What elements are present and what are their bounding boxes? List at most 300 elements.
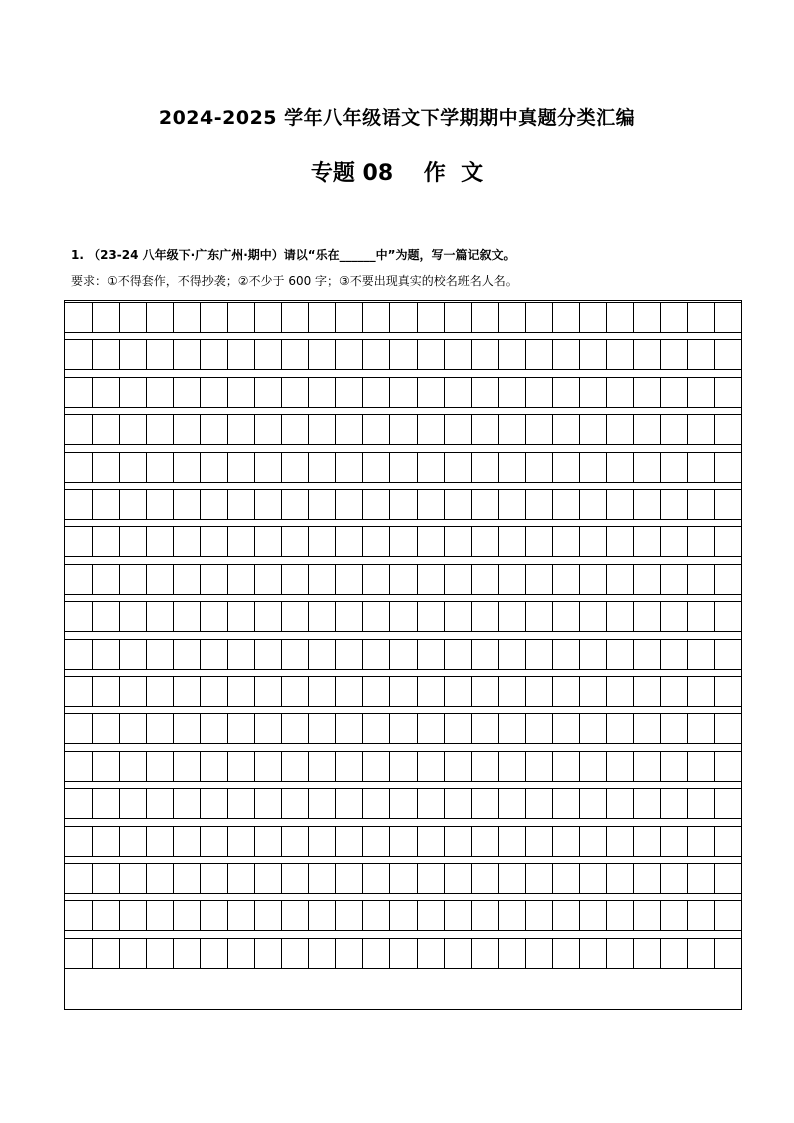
grid-cell[interactable] bbox=[227, 378, 254, 407]
grid-cell[interactable] bbox=[362, 640, 389, 669]
grid-cell[interactable] bbox=[200, 864, 227, 893]
grid-cell[interactable] bbox=[362, 415, 389, 444]
grid-cell[interactable] bbox=[606, 378, 633, 407]
grid-cell[interactable] bbox=[281, 378, 308, 407]
grid-cell[interactable] bbox=[92, 827, 119, 856]
grid-cell[interactable] bbox=[525, 752, 552, 781]
grid-cell[interactable] bbox=[254, 415, 281, 444]
grid-cell[interactable] bbox=[552, 714, 579, 743]
grid-cell[interactable] bbox=[362, 602, 389, 631]
grid-cell[interactable] bbox=[579, 640, 606, 669]
grid-cell[interactable] bbox=[227, 490, 254, 519]
grid-cell[interactable] bbox=[687, 453, 714, 482]
grid-cell[interactable] bbox=[579, 827, 606, 856]
grid-cell[interactable] bbox=[173, 901, 200, 930]
grid-cell[interactable] bbox=[173, 752, 200, 781]
grid-cell[interactable] bbox=[389, 714, 416, 743]
grid-cell[interactable] bbox=[254, 789, 281, 818]
grid-cell[interactable] bbox=[200, 565, 227, 594]
grid-cell[interactable] bbox=[308, 415, 335, 444]
grid-cell[interactable] bbox=[281, 901, 308, 930]
grid-cell[interactable] bbox=[525, 714, 552, 743]
grid-cell[interactable] bbox=[200, 490, 227, 519]
grid-cell[interactable] bbox=[335, 789, 362, 818]
grid-cell[interactable] bbox=[417, 789, 444, 818]
grid-cell[interactable] bbox=[119, 714, 146, 743]
grid-cell[interactable] bbox=[200, 901, 227, 930]
grid-cell[interactable] bbox=[254, 677, 281, 706]
grid-cell[interactable] bbox=[633, 901, 660, 930]
grid-cell[interactable] bbox=[119, 340, 146, 369]
grid-cell[interactable] bbox=[254, 527, 281, 556]
grid-cell[interactable] bbox=[119, 415, 146, 444]
grid-cell[interactable] bbox=[471, 827, 498, 856]
grid-cell[interactable] bbox=[417, 864, 444, 893]
grid-cell[interactable] bbox=[687, 490, 714, 519]
grid-cell[interactable] bbox=[227, 640, 254, 669]
grid-cell[interactable] bbox=[471, 677, 498, 706]
grid-cell[interactable] bbox=[417, 415, 444, 444]
grid-cell[interactable] bbox=[714, 864, 741, 893]
grid-cell[interactable] bbox=[687, 827, 714, 856]
grid-cell[interactable] bbox=[660, 827, 687, 856]
grid-cell[interactable] bbox=[173, 827, 200, 856]
grid-cell[interactable] bbox=[714, 565, 741, 594]
grid-cell[interactable] bbox=[687, 527, 714, 556]
grid-cell[interactable] bbox=[417, 303, 444, 332]
grid-cell[interactable] bbox=[687, 939, 714, 968]
grid-cell[interactable] bbox=[444, 303, 471, 332]
grid-cell[interactable] bbox=[173, 303, 200, 332]
grid-cell[interactable] bbox=[200, 677, 227, 706]
grid-cell[interactable] bbox=[362, 340, 389, 369]
grid-cell[interactable] bbox=[227, 864, 254, 893]
grid-cell[interactable] bbox=[362, 827, 389, 856]
grid-cell[interactable] bbox=[227, 340, 254, 369]
grid-cell[interactable] bbox=[335, 939, 362, 968]
grid-cell[interactable] bbox=[308, 901, 335, 930]
grid-cell[interactable] bbox=[606, 714, 633, 743]
grid-cell[interactable] bbox=[579, 527, 606, 556]
grid-cell[interactable] bbox=[660, 453, 687, 482]
grid-cell[interactable] bbox=[579, 378, 606, 407]
grid-cell[interactable] bbox=[714, 527, 741, 556]
grid-cell[interactable] bbox=[254, 340, 281, 369]
grid-cell[interactable] bbox=[687, 677, 714, 706]
grid-cell[interactable] bbox=[146, 640, 173, 669]
grid-cell[interactable] bbox=[444, 602, 471, 631]
grid-cell[interactable] bbox=[552, 378, 579, 407]
grid-cell[interactable] bbox=[498, 752, 525, 781]
grid-cell[interactable] bbox=[471, 340, 498, 369]
grid-cell[interactable] bbox=[471, 565, 498, 594]
grid-cell[interactable] bbox=[200, 340, 227, 369]
grid-cell[interactable] bbox=[92, 340, 119, 369]
grid-cell[interactable] bbox=[471, 714, 498, 743]
grid-cell[interactable] bbox=[254, 714, 281, 743]
grid-cell[interactable] bbox=[227, 901, 254, 930]
grid-cell[interactable] bbox=[471, 939, 498, 968]
grid-cell[interactable] bbox=[389, 602, 416, 631]
grid-cell[interactable] bbox=[633, 340, 660, 369]
grid-cell[interactable] bbox=[660, 303, 687, 332]
grid-cell[interactable] bbox=[552, 901, 579, 930]
grid-cell[interactable] bbox=[389, 453, 416, 482]
grid-cell[interactable] bbox=[227, 602, 254, 631]
grid-cell[interactable] bbox=[579, 789, 606, 818]
grid-cell[interactable] bbox=[173, 677, 200, 706]
grid-cell[interactable] bbox=[660, 752, 687, 781]
grid-cell[interactable] bbox=[119, 640, 146, 669]
grid-cell[interactable] bbox=[444, 864, 471, 893]
grid-cell[interactable] bbox=[525, 303, 552, 332]
grid-cell[interactable] bbox=[606, 677, 633, 706]
grid-cell[interactable] bbox=[335, 565, 362, 594]
grid-cell[interactable] bbox=[146, 415, 173, 444]
grid-cell[interactable] bbox=[714, 453, 741, 482]
grid-cell[interactable] bbox=[335, 864, 362, 893]
grid-cell[interactable] bbox=[227, 303, 254, 332]
grid-cell[interactable] bbox=[552, 789, 579, 818]
grid-cell[interactable] bbox=[714, 303, 741, 332]
grid-cell[interactable] bbox=[119, 527, 146, 556]
grid-cell[interactable] bbox=[227, 752, 254, 781]
grid-cell[interactable] bbox=[389, 752, 416, 781]
grid-cell[interactable] bbox=[308, 303, 335, 332]
grid-cell[interactable] bbox=[173, 939, 200, 968]
grid-cell[interactable] bbox=[660, 602, 687, 631]
grid-cell[interactable] bbox=[119, 864, 146, 893]
grid-cell[interactable] bbox=[92, 789, 119, 818]
grid-cell[interactable] bbox=[606, 565, 633, 594]
grid-cell[interactable] bbox=[362, 864, 389, 893]
grid-cell[interactable] bbox=[525, 340, 552, 369]
grid-cell[interactable] bbox=[660, 939, 687, 968]
grid-cell[interactable] bbox=[687, 752, 714, 781]
grid-cell[interactable] bbox=[308, 640, 335, 669]
grid-cell[interactable] bbox=[471, 490, 498, 519]
grid-cell[interactable] bbox=[498, 415, 525, 444]
grid-cell[interactable] bbox=[119, 490, 146, 519]
grid-cell[interactable] bbox=[552, 415, 579, 444]
grid-cell[interactable] bbox=[227, 527, 254, 556]
grid-cell[interactable] bbox=[146, 340, 173, 369]
grid-cell[interactable] bbox=[606, 453, 633, 482]
grid-cell[interactable] bbox=[633, 714, 660, 743]
grid-cell[interactable] bbox=[552, 677, 579, 706]
grid-cell[interactable] bbox=[714, 827, 741, 856]
grid-cell[interactable] bbox=[606, 602, 633, 631]
grid-cell[interactable] bbox=[335, 378, 362, 407]
grid-cell[interactable] bbox=[714, 640, 741, 669]
grid-cell[interactable] bbox=[254, 303, 281, 332]
grid-cell[interactable] bbox=[281, 453, 308, 482]
grid-cell[interactable] bbox=[606, 340, 633, 369]
grid-cell[interactable] bbox=[714, 752, 741, 781]
grid-cell[interactable] bbox=[552, 340, 579, 369]
grid-cell[interactable] bbox=[119, 453, 146, 482]
grid-cell[interactable] bbox=[308, 340, 335, 369]
grid-cell[interactable] bbox=[227, 565, 254, 594]
grid-cell[interactable] bbox=[146, 490, 173, 519]
grid-cell[interactable] bbox=[606, 415, 633, 444]
grid-cell[interactable] bbox=[200, 752, 227, 781]
grid-cell[interactable] bbox=[92, 714, 119, 743]
grid-cell[interactable] bbox=[417, 640, 444, 669]
grid-cell[interactable] bbox=[633, 752, 660, 781]
grid-cell[interactable] bbox=[417, 602, 444, 631]
grid-cell[interactable] bbox=[200, 714, 227, 743]
grid-cell[interactable] bbox=[92, 490, 119, 519]
grid-cell[interactable] bbox=[552, 864, 579, 893]
grid-cell[interactable] bbox=[389, 789, 416, 818]
grid-cell[interactable] bbox=[417, 939, 444, 968]
grid-cell[interactable] bbox=[254, 453, 281, 482]
grid-cell[interactable] bbox=[633, 640, 660, 669]
grid-cell[interactable] bbox=[471, 602, 498, 631]
grid-cell[interactable] bbox=[633, 864, 660, 893]
grid-cell[interactable] bbox=[579, 939, 606, 968]
grid-cell[interactable] bbox=[254, 378, 281, 407]
grid-cell[interactable] bbox=[173, 640, 200, 669]
grid-cell[interactable] bbox=[281, 714, 308, 743]
grid-cell[interactable] bbox=[308, 677, 335, 706]
grid-cell[interactable] bbox=[552, 602, 579, 631]
grid-cell[interactable] bbox=[254, 864, 281, 893]
grid-cell[interactable] bbox=[362, 565, 389, 594]
grid-cell[interactable] bbox=[335, 901, 362, 930]
grid-cell[interactable] bbox=[92, 752, 119, 781]
grid-cell[interactable] bbox=[200, 789, 227, 818]
grid-cell[interactable] bbox=[227, 789, 254, 818]
grid-cell[interactable] bbox=[660, 490, 687, 519]
grid-cell[interactable] bbox=[227, 714, 254, 743]
grid-cell[interactable] bbox=[389, 827, 416, 856]
grid-cell[interactable] bbox=[660, 864, 687, 893]
grid-cell[interactable] bbox=[633, 827, 660, 856]
grid-cell[interactable] bbox=[227, 453, 254, 482]
grid-cell[interactable] bbox=[173, 527, 200, 556]
grid-cell[interactable] bbox=[308, 490, 335, 519]
grid-cell[interactable] bbox=[633, 378, 660, 407]
grid-cell[interactable] bbox=[362, 490, 389, 519]
grid-cell[interactable] bbox=[552, 527, 579, 556]
grid-cell[interactable] bbox=[579, 490, 606, 519]
grid-cell[interactable] bbox=[308, 453, 335, 482]
grid-cell[interactable] bbox=[119, 827, 146, 856]
grid-cell[interactable] bbox=[498, 901, 525, 930]
grid-cell[interactable] bbox=[173, 714, 200, 743]
grid-cell[interactable] bbox=[525, 602, 552, 631]
grid-cell[interactable] bbox=[281, 340, 308, 369]
grid-cell[interactable] bbox=[119, 901, 146, 930]
grid-cell[interactable] bbox=[417, 752, 444, 781]
grid-cell[interactable] bbox=[362, 939, 389, 968]
grid-cell[interactable] bbox=[660, 340, 687, 369]
grid-cell[interactable] bbox=[92, 453, 119, 482]
grid-cell[interactable] bbox=[687, 303, 714, 332]
grid-cell[interactable] bbox=[254, 939, 281, 968]
grid-cell[interactable] bbox=[660, 565, 687, 594]
grid-cell[interactable] bbox=[633, 415, 660, 444]
grid-cell[interactable] bbox=[444, 827, 471, 856]
grid-cell[interactable] bbox=[606, 827, 633, 856]
grid-cell[interactable] bbox=[92, 303, 119, 332]
grid-cell[interactable] bbox=[714, 901, 741, 930]
grid-cell[interactable] bbox=[281, 303, 308, 332]
grid-cell[interactable] bbox=[498, 602, 525, 631]
grid-cell[interactable] bbox=[606, 527, 633, 556]
grid-cell[interactable] bbox=[444, 901, 471, 930]
grid-cell[interactable] bbox=[173, 378, 200, 407]
grid-cell[interactable] bbox=[389, 565, 416, 594]
grid-cell[interactable] bbox=[687, 640, 714, 669]
grid-cell[interactable] bbox=[308, 602, 335, 631]
grid-cell[interactable] bbox=[173, 565, 200, 594]
grid-cell[interactable] bbox=[714, 714, 741, 743]
grid-cell[interactable] bbox=[389, 340, 416, 369]
grid-cell[interactable] bbox=[498, 527, 525, 556]
grid-cell[interactable] bbox=[444, 378, 471, 407]
grid-cell[interactable] bbox=[200, 453, 227, 482]
grid-cell[interactable] bbox=[281, 864, 308, 893]
grid-cell[interactable] bbox=[173, 864, 200, 893]
grid-cell[interactable] bbox=[498, 378, 525, 407]
grid-cell[interactable] bbox=[146, 602, 173, 631]
grid-cell[interactable] bbox=[633, 453, 660, 482]
grid-cell[interactable] bbox=[200, 827, 227, 856]
grid-cell[interactable] bbox=[417, 527, 444, 556]
grid-cell[interactable] bbox=[308, 789, 335, 818]
grid-cell[interactable] bbox=[281, 752, 308, 781]
grid-cell[interactable] bbox=[200, 303, 227, 332]
grid-cell[interactable] bbox=[471, 415, 498, 444]
grid-cell[interactable] bbox=[389, 640, 416, 669]
grid-cell[interactable] bbox=[444, 565, 471, 594]
grid-cell[interactable] bbox=[633, 490, 660, 519]
grid-cell[interactable] bbox=[417, 378, 444, 407]
grid-cell[interactable] bbox=[173, 453, 200, 482]
grid-cell[interactable] bbox=[362, 303, 389, 332]
grid-cell[interactable] bbox=[389, 303, 416, 332]
grid-cell[interactable] bbox=[92, 415, 119, 444]
grid-cell[interactable] bbox=[146, 565, 173, 594]
grid-cell[interactable] bbox=[498, 714, 525, 743]
grid-cell[interactable] bbox=[146, 752, 173, 781]
grid-cell[interactable] bbox=[444, 340, 471, 369]
grid-cell[interactable] bbox=[660, 527, 687, 556]
grid-cell[interactable] bbox=[687, 415, 714, 444]
grid-cell[interactable] bbox=[714, 378, 741, 407]
grid-cell[interactable] bbox=[525, 640, 552, 669]
grid-cell[interactable] bbox=[687, 602, 714, 631]
grid-cell[interactable] bbox=[633, 677, 660, 706]
grid-cell[interactable] bbox=[146, 677, 173, 706]
grid-cell[interactable] bbox=[254, 640, 281, 669]
grid-cell[interactable] bbox=[254, 827, 281, 856]
grid-cell[interactable] bbox=[389, 677, 416, 706]
grid-cell[interactable] bbox=[714, 415, 741, 444]
grid-cell[interactable] bbox=[579, 453, 606, 482]
grid-cell[interactable] bbox=[335, 752, 362, 781]
grid-cell[interactable] bbox=[498, 303, 525, 332]
grid-cell[interactable] bbox=[525, 827, 552, 856]
grid-cell[interactable] bbox=[525, 864, 552, 893]
grid-cell[interactable] bbox=[606, 939, 633, 968]
grid-cell[interactable] bbox=[146, 378, 173, 407]
grid-cell[interactable] bbox=[444, 490, 471, 519]
grid-cell[interactable] bbox=[92, 640, 119, 669]
grid-cell[interactable] bbox=[471, 303, 498, 332]
grid-cell[interactable] bbox=[335, 640, 362, 669]
grid-cell[interactable] bbox=[362, 901, 389, 930]
grid-cell[interactable] bbox=[254, 565, 281, 594]
grid-cell[interactable] bbox=[471, 752, 498, 781]
grid-cell[interactable] bbox=[362, 453, 389, 482]
grid-cell[interactable] bbox=[146, 303, 173, 332]
grid-cell[interactable] bbox=[606, 490, 633, 519]
grid-cell[interactable] bbox=[579, 864, 606, 893]
grid-cell[interactable] bbox=[227, 939, 254, 968]
grid-cell[interactable] bbox=[281, 677, 308, 706]
grid-cell[interactable] bbox=[389, 864, 416, 893]
grid-cell[interactable] bbox=[281, 939, 308, 968]
grid-cell[interactable] bbox=[525, 527, 552, 556]
grid-cell[interactable] bbox=[471, 527, 498, 556]
grid-cell[interactable] bbox=[552, 490, 579, 519]
grid-cell[interactable] bbox=[687, 565, 714, 594]
grid-cell[interactable] bbox=[119, 378, 146, 407]
grid-cell[interactable] bbox=[308, 378, 335, 407]
grid-cell[interactable] bbox=[92, 901, 119, 930]
grid-cell[interactable] bbox=[335, 827, 362, 856]
grid-cell[interactable] bbox=[200, 640, 227, 669]
grid-cell[interactable] bbox=[714, 602, 741, 631]
grid-cell[interactable] bbox=[498, 340, 525, 369]
grid-cell[interactable] bbox=[389, 490, 416, 519]
grid-cell[interactable] bbox=[417, 677, 444, 706]
grid-cell[interactable] bbox=[660, 789, 687, 818]
grid-cell[interactable] bbox=[660, 378, 687, 407]
grid-cell[interactable] bbox=[687, 789, 714, 818]
grid-cell[interactable] bbox=[471, 901, 498, 930]
grid-cell[interactable] bbox=[525, 901, 552, 930]
grid-cell[interactable] bbox=[92, 527, 119, 556]
grid-cell[interactable] bbox=[308, 939, 335, 968]
grid-cell[interactable] bbox=[498, 939, 525, 968]
grid-cell[interactable] bbox=[417, 714, 444, 743]
grid-cell[interactable] bbox=[254, 752, 281, 781]
grid-cell[interactable] bbox=[660, 677, 687, 706]
grid-cell[interactable] bbox=[525, 490, 552, 519]
grid-cell[interactable] bbox=[92, 602, 119, 631]
grid-cell[interactable] bbox=[281, 640, 308, 669]
grid-cell[interactable] bbox=[498, 789, 525, 818]
grid-cell[interactable] bbox=[200, 415, 227, 444]
grid-cell[interactable] bbox=[335, 415, 362, 444]
grid-cell[interactable] bbox=[362, 527, 389, 556]
grid-cell[interactable] bbox=[633, 939, 660, 968]
grid-cell[interactable] bbox=[146, 864, 173, 893]
grid-cell[interactable] bbox=[389, 527, 416, 556]
grid-cell[interactable] bbox=[417, 901, 444, 930]
grid-cell[interactable] bbox=[362, 378, 389, 407]
grid-cell[interactable] bbox=[579, 415, 606, 444]
grid-cell[interactable] bbox=[444, 640, 471, 669]
grid-cell[interactable] bbox=[92, 939, 119, 968]
grid-cell[interactable] bbox=[146, 527, 173, 556]
grid-cell[interactable] bbox=[200, 378, 227, 407]
